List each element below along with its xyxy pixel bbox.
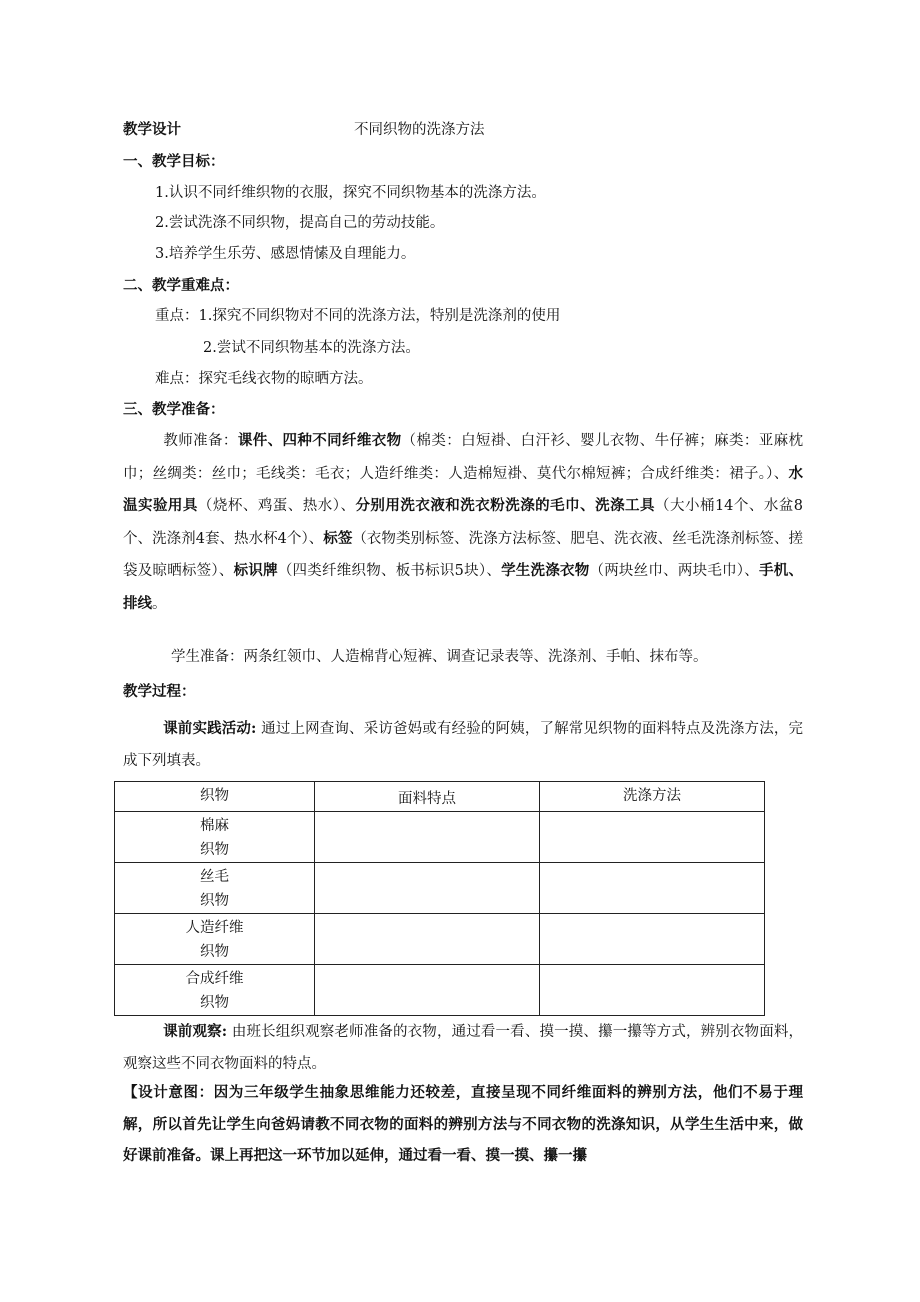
- section-heading-objectives: 一、教学目标：: [123, 153, 225, 170]
- bold-item: 标识牌: [233, 562, 278, 579]
- student-preparation: 学生准备：两条红领巾、人造棉背心短裤、调查记录表等、洗涤剂、手帕、抹布等。: [171, 649, 708, 665]
- bold-item: 手机、排线: [123, 562, 803, 612]
- difficulty-point: 难点：探究毛线衣物的晾晒方法。: [155, 371, 373, 387]
- practice-text: 通过上网查询、采访爸妈或有经验的阿姨，了解常见织物的面料特点及洗涤方法，完成下列填表。: [123, 721, 804, 769]
- practice-activity: [123, 713, 803, 777]
- bold-item: 课件、四种不同纤维衣物: [237, 432, 402, 449]
- column-header: 洗涤方法: [540, 782, 765, 812]
- fabric-suffix: 织物: [200, 944, 229, 960]
- section-heading-key-points: 二、教学重难点：: [123, 277, 239, 294]
- fabric-name: 丝毛: [200, 869, 229, 885]
- teacher-preparation: [123, 425, 803, 620]
- fabric-suffix: 织物: [200, 995, 229, 1011]
- table-row: [115, 914, 765, 965]
- features-cell[interactable]: [315, 863, 540, 914]
- features-cell[interactable]: [315, 914, 540, 965]
- fabric-cell: [115, 812, 315, 863]
- table-header-row: [115, 782, 765, 812]
- key-point-1: 重点：1.探究不同织物对不同的洗涤方法，特别是洗涤剂的使用: [155, 308, 561, 324]
- column-header-label: 面料特点: [398, 791, 456, 807]
- practice-label: 课前实践活动:: [163, 720, 257, 737]
- table-row: [115, 965, 765, 1016]
- doc-label: 教学设计: [123, 121, 181, 138]
- item-detail: （两块丝巾、两块毛巾）、: [589, 563, 760, 579]
- objective-item: 2.尝试洗涤不同织物，提高自己的劳动技能。: [155, 215, 445, 231]
- key-point-2: 2.尝试不同织物基本的洗涤方法。: [203, 340, 420, 356]
- fabric-cell: [115, 965, 315, 1016]
- bold-item: 水温实验用具: [123, 464, 803, 514]
- page-title: 不同织物的洗涤方法: [354, 122, 485, 138]
- washing-method-cell[interactable]: [540, 863, 765, 914]
- fabric-suffix: 织物: [200, 893, 229, 909]
- design-intent: 【设计意图：因为三年级学生抽象思维能力还较差，直接呈现不同纤维面料的辨别方法，他们不易于理解，所以首先让学生向爸妈请教不同衣物的面料的辨别方法与不同衣物的洗涤知识，从学生生活中来，做好课前准备。课上再把这一环节加以延伸，通过看一看、摸一摸、攥一攥: [123, 1084, 803, 1164]
- item-detail: （衣物类别标签、洗涤方法标签、肥皂、洗衣液、丝毛洗涤剂标签、搓袋及晾晒标签）、: [123, 530, 804, 579]
- teacher-prep-label: 教师准备：: [163, 433, 238, 449]
- column-header: [315, 782, 540, 812]
- table-row: [115, 863, 765, 914]
- washing-method-cell[interactable]: [540, 812, 765, 863]
- bold-item: 标签: [323, 529, 353, 547]
- bold-item: 学生洗涤衣物: [501, 562, 590, 579]
- washing-method-cell[interactable]: [540, 965, 765, 1016]
- item-detail: （四类纤维织物、板书标识5块）、: [277, 563, 502, 579]
- objective-item: 1.认识不同纤维织物的衣服，探究不同织物基本的洗涤方法。: [155, 185, 546, 201]
- observation-text: 由班长组织观察老师准备的衣物，通过看一看、摸一摸、攥一攥等方式，辨别衣物面料，观察这些不同衣物面料的特点。: [123, 1024, 804, 1072]
- bold-item: 分别用洗衣液和洗衣粉洗涤的毛巾、洗涤工具: [355, 497, 656, 514]
- item-detail: 。: [152, 595, 167, 612]
- section-heading-process: 教学过程：: [123, 683, 196, 700]
- fabric-table: [114, 781, 765, 1016]
- features-cell[interactable]: [315, 812, 540, 863]
- observation-label: 课前观察:: [163, 1023, 228, 1040]
- item-detail: （烧杯、鸡蛋、热水）、: [197, 498, 356, 514]
- features-cell[interactable]: [315, 965, 540, 1016]
- table-row: [115, 812, 765, 863]
- fabric-cell: [115, 914, 315, 965]
- fabric-name: 人造纤维: [185, 920, 244, 936]
- pre-class-observation: [123, 1016, 803, 1080]
- fabric-name: 棉麻: [200, 818, 229, 834]
- item-detail: （大小桶14个、水盆8个、洗涤剂4套、热水杯4个）、: [123, 498, 804, 547]
- column-header: 织物: [115, 782, 315, 812]
- fabric-suffix: 织物: [200, 842, 229, 858]
- washing-method-cell[interactable]: [540, 914, 765, 965]
- section-heading-preparation: 三、教学准备：: [123, 401, 225, 418]
- fabric-name: 合成纤维: [185, 971, 244, 987]
- item-detail: （棉类：白短褂、白汗衫、婴儿衣物、牛仔裤；麻类：亚麻枕巾；丝绸类：丝巾；毛线类：毛衣；人造纤维类：人造棉短褂、莫代尔棉短裤；合成纤维类：裙子。）、: [123, 433, 804, 482]
- objective-item: 3.培养学生乐劳、感恩情愫及自理能力。: [155, 246, 416, 262]
- fabric-cell: [115, 863, 315, 914]
